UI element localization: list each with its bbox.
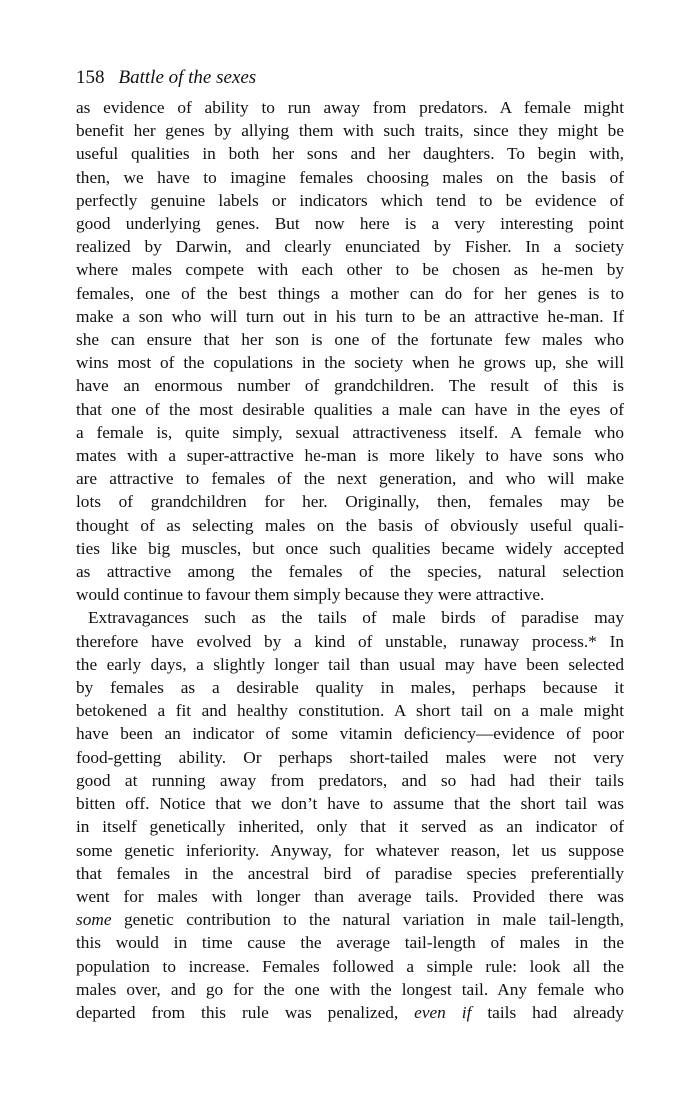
text-line: a female is, quite simply, sexual attractiveness itself. A female who [76, 422, 624, 442]
text-line: then, we have to imagine females choosing males on the basis of [76, 167, 624, 187]
text-line: make a son who will turn out in his turn to be an attractive he-man. If [76, 306, 624, 326]
text-line: males over, and go for the one with the longest tail. Any female who [76, 979, 624, 999]
text-line: mates with a super-attractive he-man is more likely to have sons who [76, 446, 624, 466]
text-line: some genetic inferiority. Anyway, for whatever reason, let us suppose [76, 840, 624, 860]
text-line: bitten off. Notice that we don’t have to assume that the short tail was [76, 794, 624, 814]
text-line: as attractive among the females of the species, natural selection [76, 562, 624, 582]
text-line: have been an indicator of some vitamin deficiency—evidence of poor [76, 724, 624, 744]
text-line: where males compete with each other to be chosen as he-men by [76, 260, 624, 280]
text-line: females, one of the best things a mother can do for her genes is to [76, 283, 624, 303]
text-line: went for males with longer than average tails. Provided there was [76, 886, 624, 906]
text-line: therefore have evolved by a kind of unstable, runaway process.* In [76, 631, 624, 651]
text-line: population to increase. Females followed a simple rule: look all the [76, 956, 624, 976]
text-line: some genetic contribution to the natural variation in male tail-length, [76, 910, 624, 930]
running-head-title: Battle of the sexes [118, 67, 257, 88]
text-line: wins most of the copulations in the society when he grows up, she will [76, 353, 624, 373]
text-line: good underlying genes. But now here is a very interesting point [76, 214, 624, 234]
text-line: would continue to favour them simply because they were attractive. [76, 585, 545, 605]
text-line: that one of the most desirable qualities a male can have in the eyes of [76, 399, 624, 419]
book-page [76, 66, 624, 1024]
text-line: betokened a fit and healthy constitution. A short tail on a male might [76, 701, 624, 721]
text-line: perfectly genuine labels or indicators which tend to be evidence of [76, 190, 624, 210]
text-line: this would in time cause the average tail-length of males in the [76, 933, 624, 953]
text-line: are attractive to females of the next generation, and who will make [76, 469, 624, 489]
text-line: by females as a desirable quality in males, perhaps because it [76, 678, 624, 698]
page-number: 158 [76, 67, 105, 88]
text-line: food-getting ability. Or perhaps short-tailed males were not very [76, 747, 624, 767]
text-line: the early days, a slightly longer tail than usual may have been selected [76, 654, 624, 674]
running-head [76, 66, 624, 96]
text-line: as evidence of ability to run away from predators. A female might [76, 98, 624, 117]
body-text [76, 96, 624, 1024]
text-line: in itself genetically inherited, only that it served as an indicator of [76, 817, 624, 837]
text-line: Extravagances such as the tails of male birds of paradise may [88, 608, 624, 628]
text-line: good at running away from predators, and so had had their tails [76, 770, 624, 790]
text-line: thought of as selecting males on the basis of obviously useful quali- [76, 515, 624, 535]
text-line: ties like big muscles, but once such qualities became widely accepted [76, 538, 624, 558]
text-line: realized by Darwin, and clearly enunciated by Fisher. In a society [76, 237, 624, 257]
text-line: useful qualities in both her sons and her daughters. To begin with, [76, 144, 624, 164]
text-line: she can ensure that her son is one of the fortunate few males who [76, 330, 624, 350]
text-line: have an enormous number of grandchildren. The result of this is [76, 376, 624, 396]
text-line: that females in the ancestral bird of paradise species preferentially [76, 863, 624, 883]
text-line: benefit her genes by allying them with such traits, since they might be [76, 121, 624, 141]
text-line: lots of grandchildren for her. Originally, then, females may be [76, 492, 624, 512]
text-line: departed from this rule was penalized, even if tails had already [76, 1002, 624, 1022]
